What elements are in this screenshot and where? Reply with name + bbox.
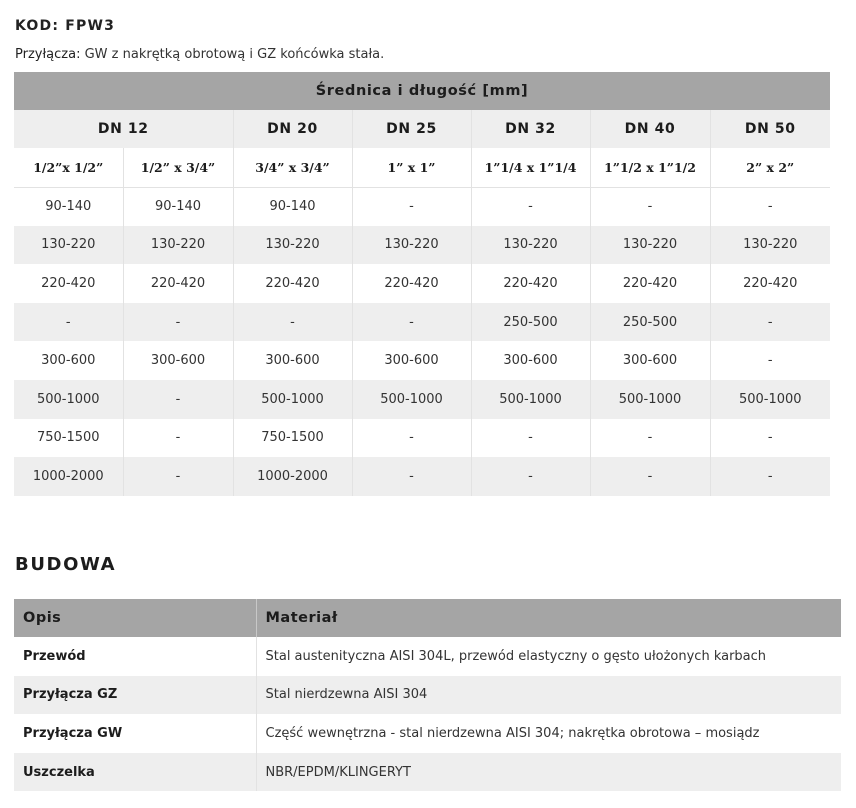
component-material: Stal nierdzewna AISI 304 <box>256 676 841 715</box>
length-range-cell: 220-420 <box>352 264 471 303</box>
length-range-cell: 250-500 <box>590 303 710 342</box>
length-range-cell: 130-220 <box>710 226 830 265</box>
length-range-cell: 130-220 <box>233 226 352 265</box>
thread-size-header: 1” x 1” <box>352 148 471 187</box>
length-range-cell: 220-420 <box>590 264 710 303</box>
component-name: Przewód <box>14 637 256 676</box>
length-range-cell: - <box>352 457 471 496</box>
length-range-cell: - <box>123 380 233 419</box>
table-row <box>14 341 830 380</box>
length-range-cell: 500-1000 <box>352 380 471 419</box>
table-row <box>14 637 841 676</box>
component-material: NBR/EPDM/KLINGERYT <box>256 753 841 792</box>
table-row <box>14 457 830 496</box>
length-range-cell: 220-420 <box>14 264 123 303</box>
length-range-cell: - <box>14 303 123 342</box>
length-range-cell: 300-600 <box>590 341 710 380</box>
thread-size-header: 1”1/4 x 1”1/4 <box>471 148 590 187</box>
length-range-cell: 130-220 <box>352 226 471 265</box>
length-range-cell: 250-500 <box>471 303 590 342</box>
sizes-table <box>14 72 830 496</box>
length-range-cell: - <box>710 187 830 226</box>
thread-size-header: 1/2” x 3/4” <box>123 148 233 187</box>
length-range-cell: - <box>471 419 590 458</box>
length-range-cell: - <box>123 303 233 342</box>
length-range-cell: 300-600 <box>471 341 590 380</box>
length-range-cell: 130-220 <box>14 226 123 265</box>
length-range-cell: 1000-2000 <box>233 457 352 496</box>
length-range-cell: - <box>471 457 590 496</box>
length-range-cell: - <box>710 303 830 342</box>
length-range-cell: 500-1000 <box>710 380 830 419</box>
length-range-cell: 220-420 <box>233 264 352 303</box>
length-range-cell: 130-220 <box>123 226 233 265</box>
thread-size-header: 2” x 2” <box>710 148 830 187</box>
length-range-cell: - <box>590 419 710 458</box>
length-range-cell: - <box>471 187 590 226</box>
thread-size-header: 1”1/2 x 1”1/2 <box>590 148 710 187</box>
length-range-cell: 500-1000 <box>233 380 352 419</box>
length-range-cell: 220-420 <box>471 264 590 303</box>
dn-header: DN 20 <box>233 110 352 148</box>
length-range-cell: 130-220 <box>471 226 590 265</box>
thread-size-header: 1/2”x 1/2” <box>14 148 123 187</box>
length-range-cell: - <box>710 341 830 380</box>
section-heading-budowa: BUDOWA <box>15 554 117 575</box>
component-material: Stal austenityczna AISI 304L, przewód elastyczny o gęsto ułożonych karbach <box>256 637 841 676</box>
length-range-cell: 220-420 <box>123 264 233 303</box>
length-range-cell: 300-600 <box>233 341 352 380</box>
length-range-cell: - <box>710 457 830 496</box>
dn-header: DN 40 <box>590 110 710 148</box>
length-range-cell: 750-1500 <box>233 419 352 458</box>
length-range-cell: - <box>352 303 471 342</box>
thread-size-header: 3/4” x 3/4” <box>233 148 352 187</box>
dn-header: DN 12 <box>14 110 233 148</box>
length-range-cell: 500-1000 <box>590 380 710 419</box>
build-table <box>14 599 841 791</box>
length-range-cell: 750-1500 <box>14 419 123 458</box>
connections-text: GW z nakrętką obrotową i GZ końcówka stała. <box>84 47 385 62</box>
length-range-cell: 500-1000 <box>14 380 123 419</box>
length-range-cell: 90-140 <box>123 187 233 226</box>
length-range-cell: - <box>352 187 471 226</box>
connections-label: Przyłącza: <box>15 47 81 62</box>
length-range-cell: 300-600 <box>14 341 123 380</box>
dn-header: DN 32 <box>471 110 590 148</box>
dn-header: DN 25 <box>352 110 471 148</box>
table-row <box>14 303 830 342</box>
length-range-cell: 300-600 <box>123 341 233 380</box>
component-name: Przyłącza GZ <box>14 676 256 715</box>
table-row <box>14 714 841 753</box>
length-range-cell: - <box>233 303 352 342</box>
table-row <box>14 676 841 715</box>
product-code: KOD: FPW3 <box>15 18 116 34</box>
length-range-cell: 130-220 <box>590 226 710 265</box>
length-range-cell: 220-420 <box>710 264 830 303</box>
length-range-cell: 500-1000 <box>471 380 590 419</box>
length-range-cell: - <box>123 419 233 458</box>
length-range-cell: 90-140 <box>233 187 352 226</box>
table-row <box>14 753 841 792</box>
component-name: Przyłącza GW <box>14 714 256 753</box>
table-row <box>14 264 830 303</box>
length-range-cell: 1000-2000 <box>14 457 123 496</box>
table-row <box>14 380 830 419</box>
table-row <box>14 187 830 226</box>
length-range-cell: - <box>590 187 710 226</box>
build-header-opis: Opis <box>14 599 256 637</box>
length-range-cell: - <box>123 457 233 496</box>
sizes-table-title: Średnica i długość [mm] <box>14 72 830 110</box>
dn-header: DN 50 <box>710 110 830 148</box>
length-range-cell: - <box>590 457 710 496</box>
component-name: Uszczelka <box>14 753 256 792</box>
length-range-cell: - <box>352 419 471 458</box>
length-range-cell: 300-600 <box>352 341 471 380</box>
connections-info <box>15 47 384 62</box>
table-row <box>14 419 830 458</box>
table-row <box>14 226 830 265</box>
component-material: Część wewnętrzna - stal nierdzewna AISI 304; nakrętka obrotowa – mosiądz <box>256 714 841 753</box>
length-range-cell: - <box>710 419 830 458</box>
length-range-cell: 90-140 <box>14 187 123 226</box>
build-header-material: Materiał <box>256 599 841 637</box>
